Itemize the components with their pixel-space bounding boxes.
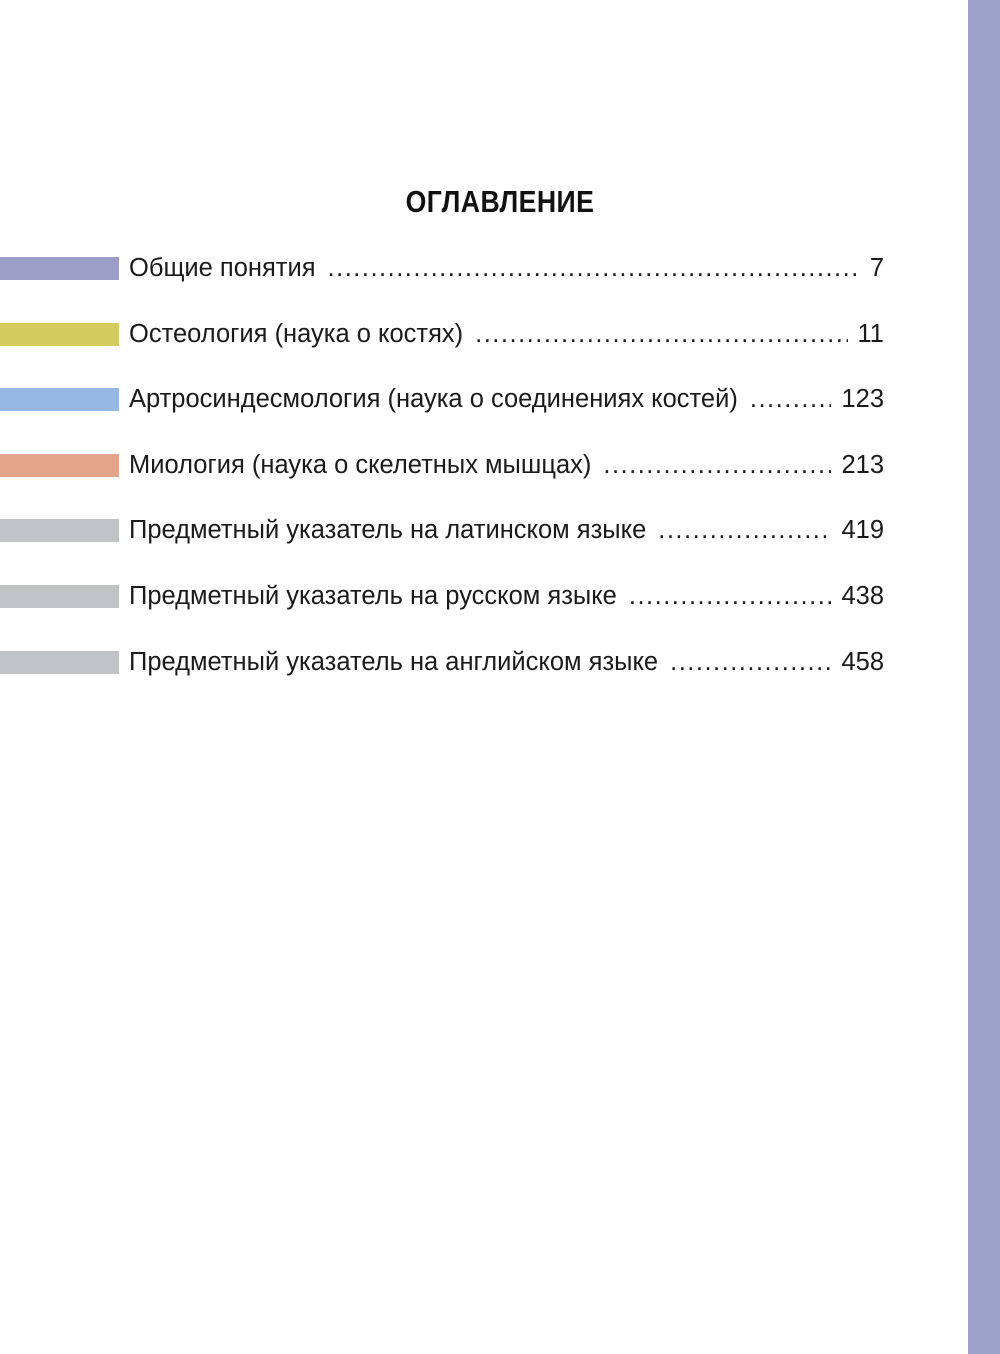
- toc-entry-line: [129, 382, 884, 416]
- toc-entry-myology[interactable]: [0, 442, 1000, 508]
- toc-entry-index-english[interactable]: [0, 639, 1000, 705]
- toc-entry-line: [129, 513, 884, 547]
- toc-entry-general-concepts[interactable]: [0, 245, 1000, 311]
- toc-entry-page-number: 11: [857, 319, 884, 348]
- toc-entry-page-number: 213: [841, 450, 884, 479]
- section-color-bar: [0, 585, 119, 608]
- dot-leader: [658, 513, 831, 547]
- toc-entry-line: [129, 645, 884, 679]
- toc-entry-page-number: 419: [841, 516, 884, 545]
- dot-leader: [475, 317, 847, 351]
- toc-entry-title: Предметный указатель на английском языке: [129, 647, 659, 676]
- dot-leader: [603, 448, 831, 482]
- toc-entry-line: [129, 448, 884, 482]
- toc-entry-line: [129, 317, 884, 351]
- toc-entry-index-russian[interactable]: [0, 573, 1000, 639]
- toc-entry-title: Артросиндесмология (наука о соединениях костей): [129, 385, 738, 414]
- toc-entry-title: Предметный указатель на латинском языке: [129, 516, 647, 545]
- section-color-bar: [0, 651, 119, 674]
- dot-leader: [670, 645, 831, 679]
- toc-entry-line: [129, 251, 884, 285]
- page-title: ОГЛАВЛЕНИЕ: [405, 184, 595, 219]
- toc-entry-title: Общие понятия: [129, 254, 316, 282]
- dot-leader: [629, 579, 832, 613]
- dot-leader: [750, 382, 832, 416]
- section-color-bar: [0, 519, 119, 542]
- toc-entry-line: [129, 579, 884, 613]
- toc-entry-page-number: 458: [841, 647, 884, 676]
- section-color-bar: [0, 454, 119, 477]
- section-color-bar: [0, 257, 119, 280]
- toc-entry-arthrosyndesmology[interactable]: [0, 376, 1000, 442]
- toc-entry-index-latin[interactable]: [0, 507, 1000, 573]
- dot-leader: [328, 251, 860, 285]
- toc-entry-page-number: 123: [841, 385, 884, 414]
- toc-entry-page-number: 7: [869, 254, 884, 282]
- toc-entry-page-number: 438: [841, 581, 884, 610]
- section-color-bar: [0, 323, 119, 346]
- toc-entry-title: Миология (наука о скелетных мышцах): [129, 450, 592, 479]
- toc-entry-title: Предметный указатель на русском языке: [129, 581, 617, 610]
- section-color-bar: [0, 388, 119, 411]
- table-of-contents: [0, 245, 1000, 704]
- toc-entry-title: Остеология (наука о костях): [129, 319, 464, 348]
- toc-entry-osteology[interactable]: [0, 311, 1000, 377]
